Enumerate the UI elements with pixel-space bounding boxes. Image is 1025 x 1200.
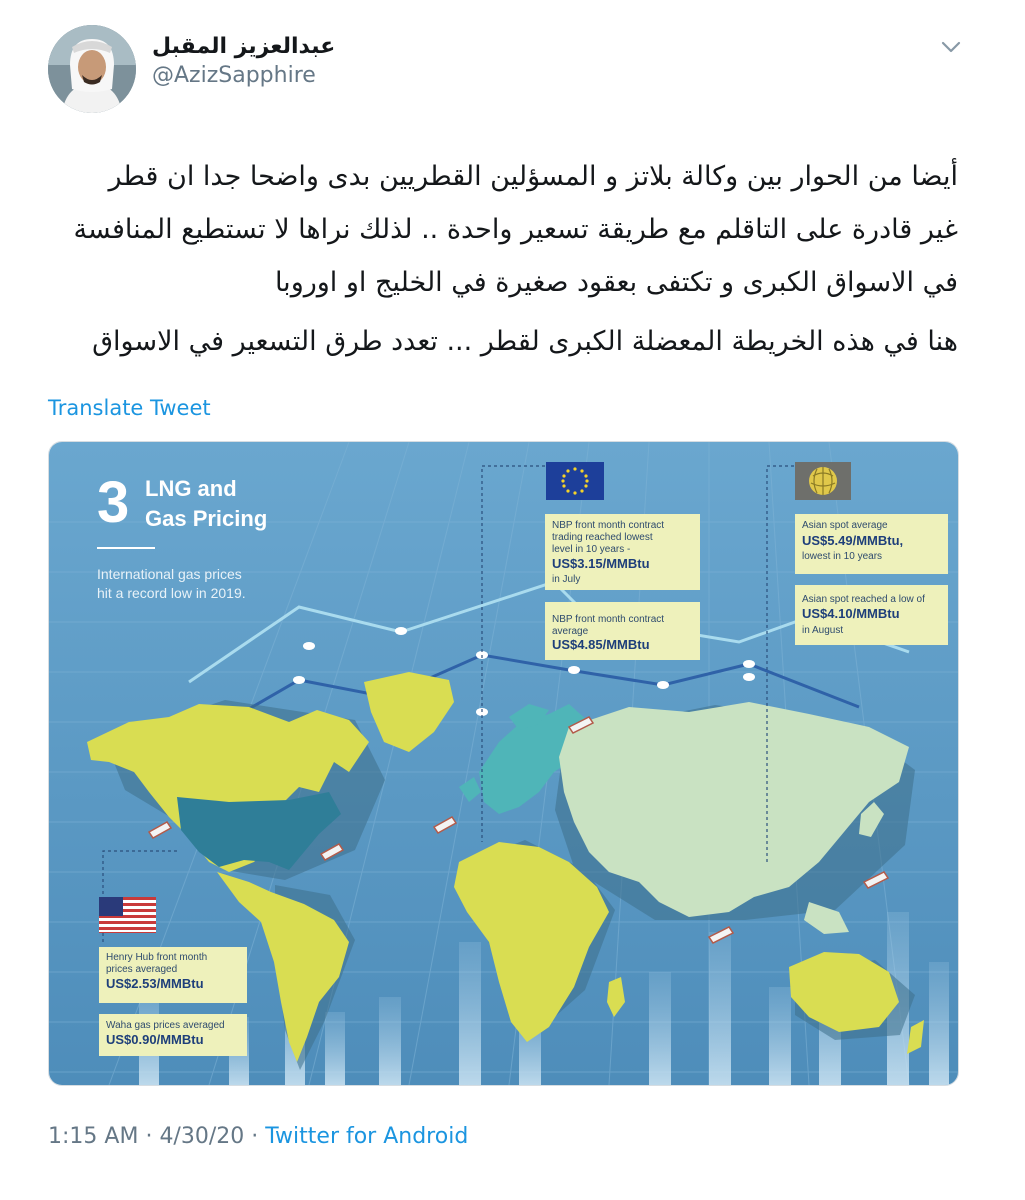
asia-box2-line2: in August bbox=[802, 625, 844, 636]
meta-separator: · bbox=[251, 1124, 259, 1149]
author-block bbox=[152, 34, 335, 88]
tweet-media-infographic[interactable] bbox=[48, 441, 959, 1086]
infographic-title-line2: Gas Pricing bbox=[145, 506, 268, 531]
infographic-number: 3 bbox=[97, 470, 130, 535]
europe-box2-line2: average bbox=[552, 626, 589, 637]
asia-info-box-1 bbox=[795, 514, 948, 574]
europe-box1-line1: NBP front month contract bbox=[552, 520, 665, 531]
meta-separator: · bbox=[145, 1124, 153, 1149]
tweet-text-line: أيضا من الحوار بين وكالة بلاتز و المسؤلين القطريين بدى واضحا جدا ان قطر bbox=[108, 161, 958, 192]
eu-flag-icon bbox=[546, 462, 604, 500]
us-info-box-1 bbox=[99, 947, 247, 1003]
infographic-image bbox=[49, 442, 958, 1085]
globe-icon bbox=[795, 462, 851, 500]
us-box2-price: US$0.90/MMBtu bbox=[106, 1032, 204, 1047]
asia-box2-price: US$4.10/MMBtu bbox=[802, 606, 900, 621]
avatar-image bbox=[48, 25, 136, 113]
europe-box2-price: US$4.85/MMBtu bbox=[552, 637, 650, 652]
europe-box1-price: US$3.15/MMBtu bbox=[552, 556, 650, 571]
asia-box1-price: US$5.49/MMBtu, bbox=[802, 533, 904, 548]
us-box2-line1: Waha gas prices averaged bbox=[106, 1020, 225, 1031]
us-info-box-2 bbox=[99, 1014, 247, 1056]
us-box1-price: US$2.53/MMBtu bbox=[106, 976, 204, 991]
asia-info-box-2 bbox=[795, 585, 948, 645]
asia-box2-line1: Asian spot reached a low of bbox=[802, 594, 925, 605]
europe-info-box-2 bbox=[545, 602, 700, 660]
europe-box1-line2: trading reached lowest bbox=[552, 532, 653, 543]
infographic-subtitle-line1: International gas prices bbox=[97, 566, 242, 582]
europe-box1-line4: in July bbox=[552, 574, 581, 585]
avatar[interactable] bbox=[48, 25, 136, 113]
tweet-source-link[interactable]: Twitter for Android bbox=[265, 1124, 469, 1149]
author-handle[interactable]: @AzizSapphire bbox=[152, 63, 316, 88]
infographic-subtitle-line2: hit a record low in 2019. bbox=[97, 585, 246, 601]
europe-box1-line3: level in 10 years - bbox=[552, 544, 631, 555]
europe-info-box-1 bbox=[545, 514, 700, 590]
us-box1-line2: prices averaged bbox=[106, 964, 178, 975]
chevron-down-icon[interactable] bbox=[940, 36, 962, 58]
us-flag-icon bbox=[99, 897, 156, 933]
tweet-date[interactable]: 4/30/20 bbox=[159, 1124, 245, 1149]
tweet-text-line: هنا في هذه الخريطة المعضلة الكبرى لقطر ... تعدد طرق التسعير في الاسواق bbox=[92, 326, 958, 357]
asia-box1-line1: Asian spot average bbox=[802, 520, 888, 531]
tweet-text bbox=[40, 150, 958, 368]
tweet-meta bbox=[48, 1124, 468, 1149]
translate-tweet-link[interactable]: Translate Tweet bbox=[48, 396, 211, 420]
infographic-title-line1: LNG and bbox=[145, 476, 237, 501]
us-box1-line1: Henry Hub front month bbox=[106, 952, 208, 963]
author-display-name[interactable]: عبدالعزيز المقبل bbox=[152, 34, 336, 59]
asia-box1-line2: lowest in 10 years bbox=[802, 551, 883, 562]
tweet-text-line: غير قادرة على التاقلم مع طريقة تسعير واحدة .. لذلك نراها لا تستطيع المنافسة bbox=[73, 214, 958, 245]
tweet-text-line: في الاسواق الكبرى و تكتفى بعقود صغيرة في الخليج او اوروبا bbox=[274, 267, 958, 298]
europe-box2-line1: NBP front month contract bbox=[552, 614, 665, 625]
tweet-time[interactable]: 1:15 AM bbox=[48, 1124, 139, 1149]
